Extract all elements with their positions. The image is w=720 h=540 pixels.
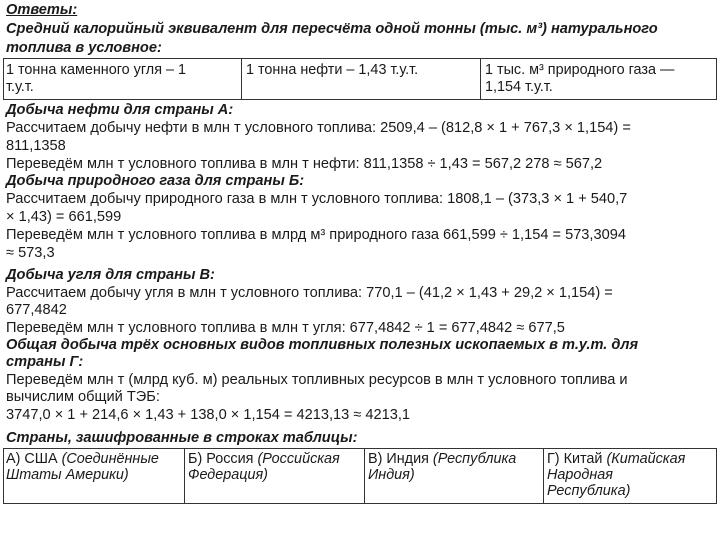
section-a-calc1-line1: Рассчитаем добычу нефти в млн т условного топлива: 2509,4 – (812,8 × 1 + 767,3 × 1,154) = [6,120,631,136]
country-b-name: Б) Россия [188,451,258,467]
country-b-fullname-line2: Федерация) [188,467,268,483]
country-d-fullname: (Китайская [606,451,686,467]
equivalent-oil-line1: 1 тонна нефти – 1,43 т.у.т. [246,62,419,78]
country-d-fullname-line3: Республика) [547,483,631,499]
section-b-calc1-line1: Рассчитаем добычу природного газа в млн т условного топлива: 1808,1 – (373,3 × 1 + 540,7 [6,191,628,207]
table-divider [241,59,242,99]
task-title-line1: Средний калорийный эквивалент для пересчёта одной тонны (тыс. м³) натурального [6,21,658,37]
country-cell-a [6,451,159,467]
task-title-line2: топлива в условное: [6,40,162,56]
table-divider [480,59,481,99]
section-b-calc1-line2: × 1,43) = 661,599 [6,209,122,225]
countries-table [3,448,717,504]
section-c-calc2: Переведём млн т условного топлива в млн т угля: 677,4842 ÷ 1 = 677,4842 ≈ 677,5 [6,320,565,336]
country-c-fullname-line2: Индия) [368,467,415,483]
country-cell-d [547,451,685,467]
country-a-fullname-line2: Штаты Америки) [6,467,129,483]
answers-label: Ответы: [6,2,78,18]
table-divider [364,449,365,503]
country-d-fullname-line2: Народная [547,467,613,483]
section-b-calc2-line1: Переведём млн т условного топлива в млрд м³ природного газа 661,599 ÷ 1,154 = 573,3094 [6,227,626,243]
section-a-heading: Добыча нефти для страны А: [6,102,234,118]
section-d-text-line2: вычислим общий ТЭБ: [6,389,160,405]
country-a-fullname: (Соединённые [61,451,159,467]
equivalent-coal-line1: 1 тонна каменного угля – 1 [6,62,186,78]
country-cell-c [368,451,516,467]
country-c-fullname: (Республика [432,451,517,467]
equivalent-coal-line2: т.у.т. [6,79,34,95]
section-a-calc1-line2: 811,1358 [6,138,66,154]
table-divider [184,449,185,503]
section-d-text-line1: Переведём млн т (млрд куб. м) реальных топливных ресурсов в млн т условного топлива и [6,372,628,388]
countries-heading: Страны, зашифрованные в строках таблицы: [6,430,358,446]
country-cell-b [188,451,340,467]
equivalents-table [3,58,717,100]
section-d-formula: 3747,0 × 1 + 214,6 × 1,43 + 138,0 × 1,154 = 4213,13 ≈ 4213,1 [6,407,411,423]
country-d-name: Г) Китай [547,451,607,467]
section-d-heading-line2: страны Г: [6,354,84,370]
equivalent-gas-line2: 1,154 т.у.т. [485,79,553,95]
equivalent-gas-line1: 1 тыс. м³ природного газа — [485,62,675,78]
section-d-heading-line1: Общая добыча трёх основных видов топливных полезных ископаемых в т.у.т. для [6,337,639,353]
section-c-calc1-line2: 677,4842 [6,302,67,318]
country-a-name: А) США [6,451,62,467]
country-c-name: В) Индия [368,451,433,467]
section-b-calc2-line2: ≈ 573,3 [6,245,55,261]
table-divider [543,449,544,503]
country-b-fullname: (Российская [257,451,340,467]
section-c-calc1-line1: Рассчитаем добычу угля в млн т условного топлива: 770,1 – (41,2 × 1,43 + 29,2 × 1,154) = [6,285,613,301]
section-a-calc2: Переведём млн т условного топлива в млн т нефти: 811,1358 ÷ 1,43 = 567,2 278 ≈ 567,2 [6,156,603,172]
section-c-heading: Добыча угля для страны В: [6,267,215,283]
section-b-heading: Добыча природного газа для страны Б: [6,173,305,189]
